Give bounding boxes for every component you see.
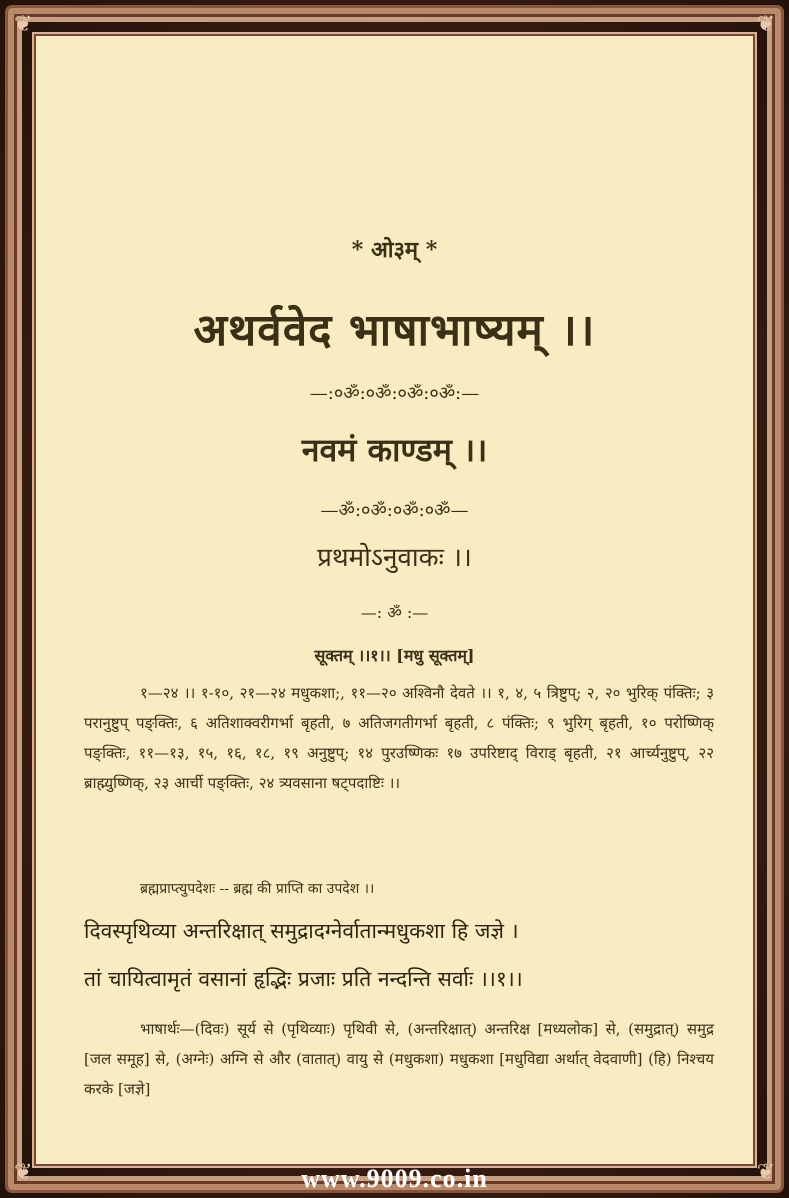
topic-line: ब्रह्मप्राप्त्युपदेशः -- ब्रह्म की प्राप्ति का उपदेश ।। [140, 881, 375, 897]
metadata-paragraph: १—२४ ।। १-१०, २१—२४ मधुकशा;, ११—२० अश्विनौ देवते ।। १, ४, ५ त्रिष्टुप्; २, २० भुरिक् पंक्तिः; ३ परानुष्टुप् पङ्क्तिः, ६ अतिशाक्वरीगर्भा बृहती, ७ अतिजगतीगर्भा बृहती, ८ पंक्तिः; ९ भुरिग् बृहती, १० परोष्णिक् पङ्क्तिः, ११—१३, १५, १६, १८, १९ अनुष्टुप्; १४ पुरउष्णिकः १७ उपरिष्टाद् विराड् बृहती, २१ आर्च्यनुष्टुप्, २२ ब्राह्म्युष्णिक्, २३ आर्ची पङ्क्तिः, २४ त्र्यवसाना षट्पदाष्टिः ।। [84, 684, 714, 792]
corner-ornament-icon: ❦ [14, 12, 33, 37]
verse-line-2: तां चायित्वामृतं वसानां हृद्भिः प्रजाः प्रति नन्दन्ति सर्वाः ।।१।। [84, 967, 523, 991]
translation-paragraph: भाषार्थः—(दिवः) सूर्य से (पृथिव्याः) पृथिवी से, (अन्तरिक्षात्) अन्तरिक्ष [मध्यलोक] से, (समुद्रात्) समुद्र [जल समूह] से, (अग्नेः) अग्नि से और (वातात्) वायु से (मधुकशा) मधुकशा [मधुविद्या अर्थात् वेदवाणी] (हि) निश्चय करके [जज्ञे] [84, 1020, 714, 1098]
document-page [36, 36, 753, 1164]
corner-ornament-icon: ❦ [756, 1160, 775, 1185]
ornamental-divider: —ॐ:०ॐ:०ॐ:०ॐ— [320, 500, 469, 521]
book-title: अथर्ववेद भाषाभाष्यम् ।। [193, 305, 596, 356]
corner-ornament-icon: ❦ [14, 1160, 33, 1185]
site-watermark: www.9009.co.in [301, 1164, 488, 1193]
sukta-heading: सूक्तम् ।।१।। [मधु सूक्तम्] [314, 646, 475, 665]
om-heading: * ओ३म् * [351, 237, 438, 263]
ornamental-divider: —:०ॐ:०ॐ:०ॐ:०ॐ:— [309, 383, 480, 404]
ornamental-divider: —: ॐ :— [360, 603, 429, 622]
corner-ornament-icon: ❦ [756, 12, 775, 37]
verse-line-1: दिवस्पृथिव्या अन्तरिक्षात् समुद्रादग्नेर्वातान्मधुकशा हि जज्ञे । [84, 919, 519, 943]
anuvaka-heading: प्रथमोऽनुवाकः ।। [317, 543, 472, 573]
kanda-heading: नवमं काण्डम् ।। [301, 431, 488, 469]
